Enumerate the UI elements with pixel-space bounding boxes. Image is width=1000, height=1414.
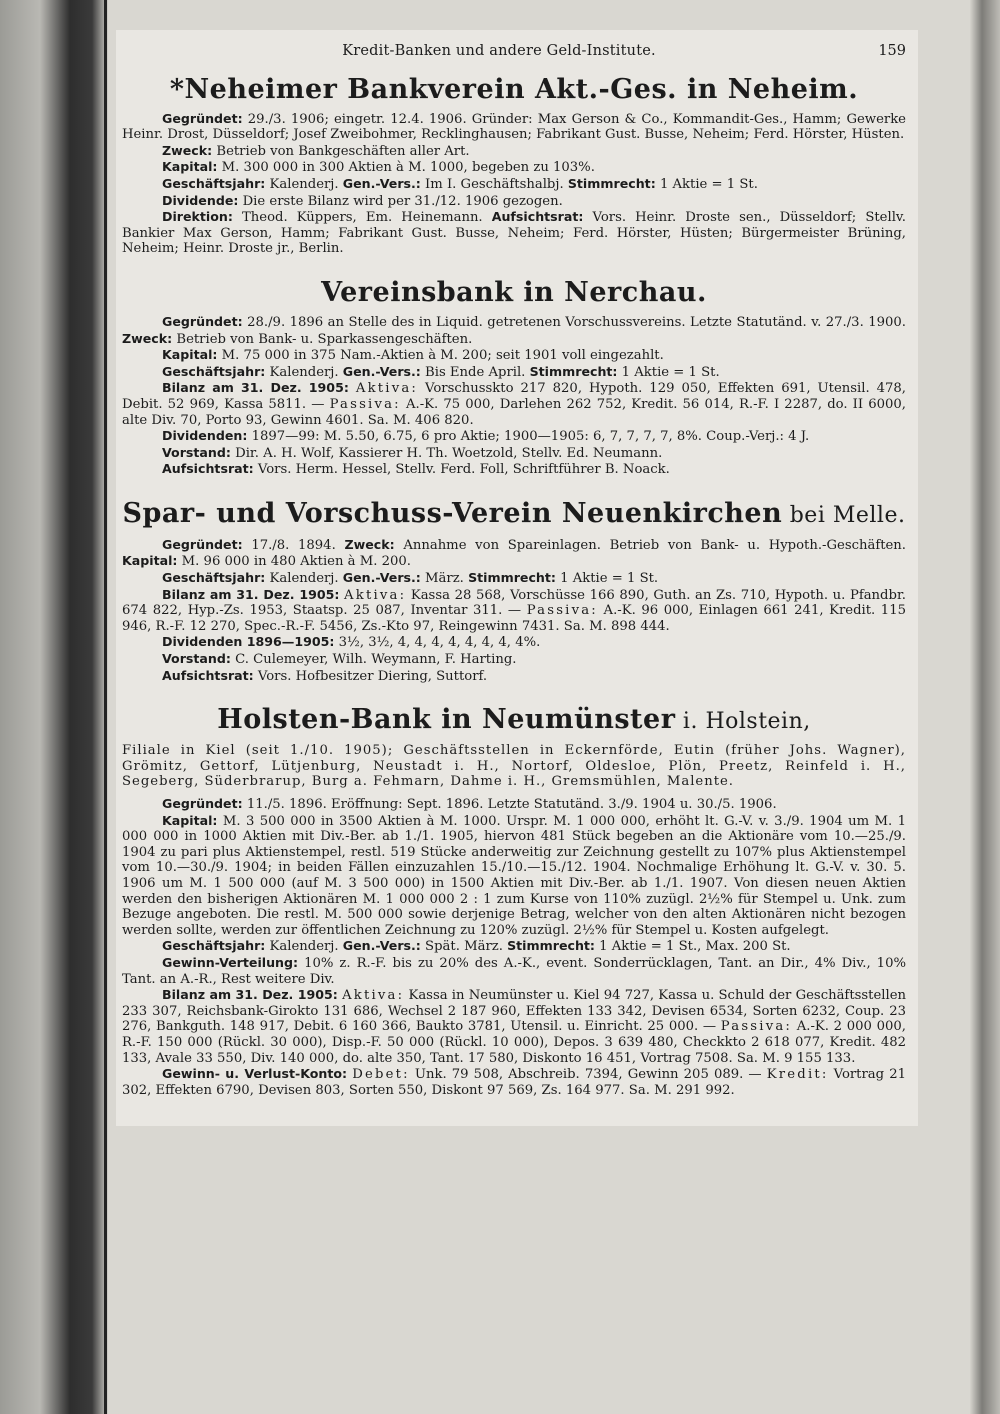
text-stimmrecht: 1 Aktie = 1 St. bbox=[617, 364, 720, 380]
label-stimmrecht: Stimmrecht: bbox=[529, 363, 618, 379]
label-bilanz: Bilanz am 31. Dez. 1905: bbox=[162, 987, 338, 1003]
text-gewinn-verteilung: 10% z. R.-F. bis zu 20% des A.-K., event. Sonderrücklagen, Tant. an Dir., 4% Div., 10% Tant. an A.-R., Rest weitere Div. bbox=[122, 955, 906, 987]
text-guv-kredit: Vortrag 21 302, Effekten 6790, Devisen 803, Sorten 550, Diskont 97 569, Zs. 164 977. Sa. M. 291 992. bbox=[122, 1067, 906, 1098]
text-vorstand: C. Culemeyer, Wilh. Weymann, F. Harting. bbox=[230, 652, 517, 668]
running-title: Kredit-Banken und andere Geld-Institute. bbox=[342, 43, 656, 59]
entry-title-suffix: bei Melle. bbox=[782, 502, 906, 528]
text-kapital: M. 75 000 in 375 Nam.-Aktien à M. 200; seit 1901 voll eingezahlt. bbox=[217, 348, 664, 364]
text-kapital: M. 300 000 in 300 Aktien à M. 1000, begeben zu 103%. bbox=[217, 160, 595, 176]
label-aufsichtsrat: Aufsichtsrat: bbox=[491, 209, 584, 225]
text-zweck: Betrieb von Bank- u. Sparkassengeschäften. bbox=[172, 331, 473, 347]
running-header bbox=[122, 44, 906, 60]
entry-spar-vorschuss-neuenkirchen bbox=[122, 498, 906, 684]
text-gen-vers: Im I. Geschäftshalbj. bbox=[420, 176, 568, 192]
label-zweck: Zweck: bbox=[122, 330, 173, 346]
text-aufsichtsrat: Vors. Hofbesitzer Diering, Suttorf. bbox=[253, 668, 488, 684]
text-zweck: Betrieb von Bankgeschäften aller Art. bbox=[212, 143, 470, 159]
label-gen-vers: Gen.-Vers.: bbox=[342, 938, 421, 954]
passiva-word: Passiva: bbox=[720, 1019, 793, 1035]
text-kapital: M. 3 500 000 in 3500 Aktien à M. 1000. Urspr. M. 1 000 000, erhöht lt. G.-V. v. 3./9. 1904 um M. 1 000 000 in 1000 Aktien mit Div.-Ber. ab 1./1. 1905, hiervon 481 Stück begeben an die Aktionäre vom 10.—25./9. 1904 zu pari plus Aktienstempel, restl. 519 Stücke anderweitig zur Zeichnung gestellt zu 107% plus Aktienstempel vom 10.—30./9. 1904; in beiden Fällen einzuzahlen 15./10.—15./12. 1904. Nochmalige Erhöhung lt. G.-V. v. 30. 5. 1906 um M. 1 500 000 (auf M. 3 500 000) in 1500 Aktien mit Div.-Ber. ab 1./1. 1907. Von diesen neuen Aktien werden den bisherigen Aktionären M. 1 000 000 2 : 1 zum Kurse von 110% zuzügl. 2½% für Stempel u. Unk. zum Bezuge angeboten. Die restl. M. 500 000 sowie derjenige Betrag, welcher von den alten Aktionären nicht bezogen werden sollte, werden zur öffentlichen Zeichnung zu 120% zuzügl. 2½% für Stempel u. Kosten aufgelegt. bbox=[122, 813, 906, 938]
text-dividenden: 1897—99: M. 5.50, 6.75, 6 pro Aktie; 1900—1905: 6, 7, 7, 7, 7, 8%. Coup.-Verj.: 4 J. bbox=[247, 429, 810, 445]
text-bilanz-aktiva: Kassa 28 568, Vorschüsse 166 890, Guth. an Zs. 710, Hypoth. u. Pfandbr. 674 822, Hyp.-Zs. 1953, Staatsp. 25 087, Inventar 311. — bbox=[122, 587, 906, 619]
label-geschaeftsjahr: Geschäftsjahr: bbox=[162, 175, 266, 191]
text-gen-vers: März. bbox=[420, 571, 469, 587]
entry-title-main: Holsten-Bank in Neumünster bbox=[217, 704, 676, 736]
label-bilanz: Bilanz am 31. Dez. 1905: bbox=[162, 586, 340, 602]
text-stimmrecht: 1 Aktie = 1 St., Max. 200 St. bbox=[594, 939, 791, 955]
aktiva-word: Aktiva: bbox=[355, 381, 419, 397]
entry-holsten-bank bbox=[122, 704, 906, 1098]
text-bilanz-aktiva: Vorschusskto 217 820, Hypoth. 129 050, Effekten 691, Utensil. 478, Debit. 52 969, Kassa 5811. — bbox=[122, 381, 906, 412]
entry-title: *Neheimer Bankverein Akt.-Ges. in Neheim. bbox=[169, 73, 859, 105]
entry-title: Vereinsbank in Nerchau. bbox=[321, 276, 707, 308]
text-geschaeftsjahr: Kalenderj. bbox=[265, 571, 343, 587]
text-direktion: Theod. Küppers, Em. Heinemann. bbox=[232, 210, 492, 226]
label-stimmrecht: Stimmrecht: bbox=[567, 175, 656, 191]
text-bilanz-passiva: A.-K. 2 000 000, R.-F. 150 000 (Rückl. 30 000), Disp.-F. 50 000 (Rückl. 10 000), Depos. 3 639 480, Checkkto 2 618 077, Kredit. 482 133, Avale 33 550, Div. 140 000, do. alte 350, Tant. 17 580, Diskonto 16 451, Vortrag 7508. Sa. M. 9 155 133. bbox=[122, 1019, 906, 1066]
text-filiale: Filiale in Kiel (seit 1./10. 1905); Geschäftsstellen in Eckernförde, Eutin (früher Johs. Wagner), Grömitz, Gettorf, Lütjenburg, Neustadt i. H., Nortorf, Oldesloe, Plön, Preetz, Reinfeld i. H., Segeberg, Süderbrarup, Burg a. Fehmarn, Dahme i. H., Gremsmühlen, Malente. bbox=[122, 743, 906, 790]
label-vorstand: Vorstand: bbox=[162, 651, 231, 667]
text-aufsichtsrat: Vors. Herm. Hessel, Stellv. Ferd. Foll, Schriftführer B. Noack. bbox=[253, 462, 670, 478]
label-gegruendet: Gegründet: bbox=[162, 536, 243, 552]
label-gen-vers: Gen.-Vers.: bbox=[342, 570, 421, 586]
label-geschaeftsjahr: Geschäftsjahr: bbox=[162, 938, 266, 954]
text-stimmrecht: 1 Aktie = 1 St. bbox=[655, 176, 758, 192]
text-gegruendet: 11./5. 1896. Eröffnung: Sept. 1896. Letzte Statutänd. 3./9. 1904 u. 30./5. 1906. bbox=[242, 797, 777, 812]
text-zweck: Annahme von Spareinlagen. Betrieb von Bank- u. Hypoth.-Geschäften. bbox=[394, 537, 906, 553]
label-direktion: Direktion: bbox=[162, 209, 233, 225]
text-bilanz-aktiva: Kassa in Neumünster u. Kiel 94 727, Kassa u. Schuld der Geschäftsstellen 233 307, Reichsbank-Girokto 131 686, Wechsel 2 187 960, Effekten 133 342, Devisen 6534, Sorten 6232, Coup. 23 276, Bankguth. 148 917, Debit. 6 160 366, Baukto 3781, Utensil. u. Einricht. 25 000. — bbox=[122, 988, 906, 1035]
entry-vereinsbank-nerchau bbox=[122, 277, 906, 478]
label-gewinn-verlust: Gewinn- u. Verlust-Konto: bbox=[162, 1066, 348, 1082]
kredit-word: Kredit: bbox=[766, 1067, 829, 1083]
entry-title bbox=[122, 704, 906, 737]
label-kapital: Kapital: bbox=[162, 159, 218, 175]
label-gen-vers: Gen.-Vers.: bbox=[342, 363, 421, 379]
text-vorstand: Dir. A. H. Wolf, Kassierer H. Th. Woetzold, Stellv. Ed. Neumann. bbox=[230, 445, 663, 461]
text-geschaeftsjahr: Kalenderj. bbox=[265, 939, 343, 955]
label-aufsichtsrat: Aufsichtsrat: bbox=[162, 667, 254, 683]
label-gegruendet: Gegründet: bbox=[162, 110, 243, 126]
label-vorstand: Vorstand: bbox=[162, 444, 231, 460]
text-gen-vers: Spät. März. bbox=[420, 939, 508, 955]
passiva-word: Passiva: bbox=[329, 396, 401, 412]
gutter-rule bbox=[104, 0, 107, 1414]
label-stimmrecht: Stimmrecht: bbox=[507, 938, 595, 954]
text-gen-vers: Bis Ende April. bbox=[420, 364, 530, 380]
text-bilanz-passiva: A.-K. 96 000, Einlagen 661 241, Kredit. 115 946, R.-F. 12 270, Spec.-R.-F. 5456, Zs.-Kto 97, Reingewinn 7431. Sa. M. 898 444. bbox=[122, 603, 906, 634]
text-geschaeftsjahr: Kalenderj. bbox=[265, 176, 343, 192]
label-kapital: Kapital: bbox=[162, 347, 218, 363]
label-dividenden: Dividenden 1896—1905: bbox=[162, 634, 335, 650]
debet-word: Debet: bbox=[352, 1067, 410, 1083]
label-stimmrecht: Stimmrecht: bbox=[468, 570, 556, 586]
document-page bbox=[116, 30, 918, 1126]
text-aufsichtsrat: Vors. Heinr. Droste sen., Düsseldorf; Stellv. Bankier Max Gerson, Hamm; Fabrikant Gust. Busse, Neheim; Ferd. Hörster, Hüsten; Bürgermeister Brüning, Neheim; Heinr. Droste jr., Berlin. bbox=[122, 210, 906, 257]
text-dividenden: 3½, 3½, 4, 4, 4, 4, 4, 4, 4, 4%. bbox=[334, 635, 541, 651]
label-kapital: Kapital: bbox=[162, 812, 218, 828]
label-zweck: Zweck: bbox=[344, 536, 395, 552]
book-spine bbox=[0, 0, 108, 1414]
label-gegruendet: Gegründet: bbox=[162, 796, 243, 811]
label-bilanz: Bilanz am 31. Dez. 1905: bbox=[162, 380, 349, 396]
label-zweck: Zweck: bbox=[162, 142, 213, 158]
label-geschaeftsjahr: Geschäftsjahr: bbox=[162, 570, 266, 586]
text-guv-debet: Unk. 79 508, Abschreib. 7394, Gewinn 205 089. — bbox=[409, 1067, 767, 1083]
text-gegruendet: 29./3. 1906; eingetr. 12.4. 1906. Gründer: Max Gerson & Co., Kommandit-Ges., Hamm; Gewerke Heinr. Drost, Düsseldorf; Josef Zweibohmer, Recklinghausen; Fabrikant Gust. Busse, Neheim; Ferd. Hörster, Hüsten. bbox=[122, 111, 906, 143]
aktiva-word: Aktiva: bbox=[342, 988, 405, 1004]
label-gewinn-verteilung: Gewinn-Verteilung: bbox=[162, 954, 299, 970]
text-bilanz-passiva: A.-K. 75 000, Darlehen 262 752, Kredit. 56 014, R.-F. I 2287, do. II 6000, alte Div. 70, Porto 93, Gewinn 4601. Sa. M. 406 820. bbox=[122, 396, 906, 428]
label-geschaeftsjahr: Geschäftsjahr: bbox=[162, 363, 266, 379]
entry-neheimer-bankverein bbox=[122, 74, 906, 257]
passiva-word: Passiva: bbox=[526, 603, 598, 619]
page-edge bbox=[970, 0, 1000, 1414]
label-gen-vers: Gen.-Vers.: bbox=[342, 175, 421, 191]
label-gegruendet: Gegründet: bbox=[162, 313, 243, 329]
text-gegruendet: 17./8. 1894. bbox=[242, 537, 345, 553]
text-stimmrecht: 1 Aktie = 1 St. bbox=[555, 571, 659, 587]
entry-title-suffix: i. Holstein, bbox=[675, 709, 811, 735]
entry-title bbox=[122, 498, 906, 531]
label-dividenden: Dividenden: bbox=[162, 428, 248, 444]
label-kapital: Kapital: bbox=[122, 553, 178, 569]
aktiva-word: Aktiva: bbox=[344, 587, 407, 603]
label-dividende: Dividende: bbox=[162, 192, 239, 208]
text-gegruendet: 28./9. 1896 an Stelle des in Liquid. getretenen Vorschussvereins. Letzte Statutänd. v. 27./3. 1900. bbox=[242, 314, 906, 330]
label-aufsichtsrat: Aufsichtsrat: bbox=[162, 461, 254, 477]
entry-title-main: Spar- und Vorschuss-Verein Neuenkirchen bbox=[122, 497, 783, 529]
text-kapital: M. 96 000 in 480 Aktien à M. 200. bbox=[177, 554, 411, 570]
page-number: 159 bbox=[878, 43, 906, 59]
text-dividende: Die erste Bilanz wird per 31./12. 1906 gezogen. bbox=[238, 193, 563, 209]
text-geschaeftsjahr: Kalenderj. bbox=[265, 364, 343, 380]
